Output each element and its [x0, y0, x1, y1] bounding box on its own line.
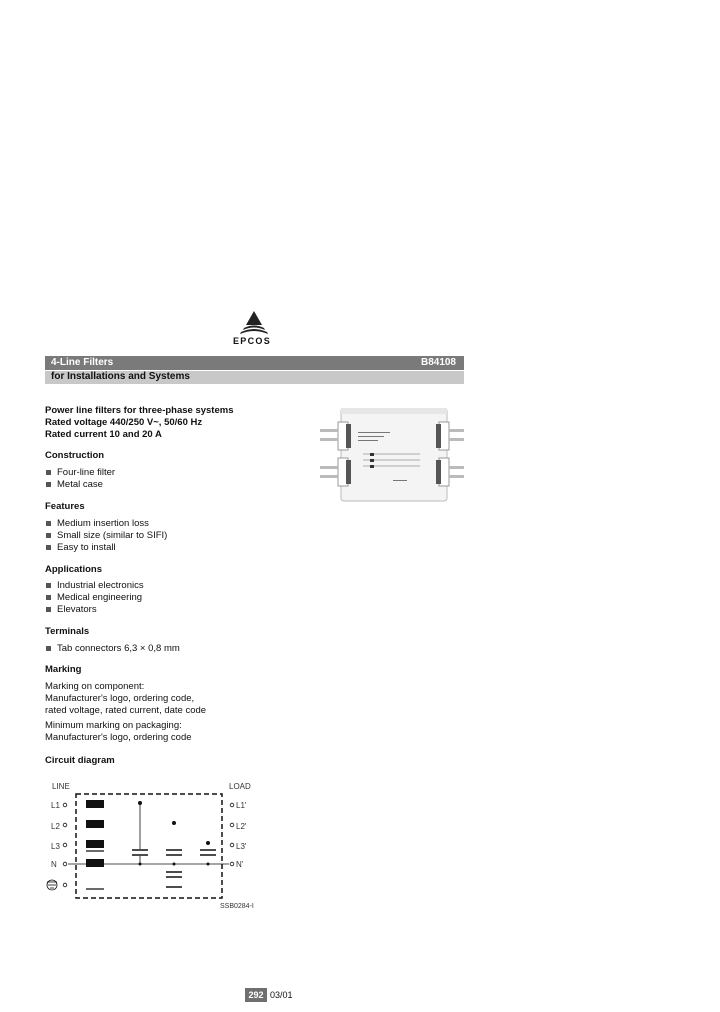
- output-label: N': [236, 860, 244, 869]
- bullet-icon: [46, 583, 51, 588]
- bullet-icon: [46, 607, 51, 612]
- marking-line: Manufacturer's logo, ordering code: [45, 732, 192, 743]
- marking-line: rated voltage, rated current, date code: [45, 705, 207, 716]
- input-label: L3: [51, 842, 60, 851]
- ground-icon: [47, 880, 57, 890]
- output-label: L2': [236, 822, 247, 831]
- page-subtitle: for Installations and Systems: [51, 371, 190, 382]
- line-label: LINE: [52, 782, 70, 791]
- bullet-icon: [46, 646, 51, 651]
- bullet-icon: [46, 470, 51, 475]
- input-label: N: [51, 860, 57, 869]
- load-label: LOAD: [229, 782, 251, 791]
- section-heading-features: Features: [45, 501, 85, 512]
- list-item: Medical engineering: [57, 592, 143, 603]
- intro-line: Rated current 10 and 20 A: [45, 429, 162, 440]
- input-label: L1: [51, 801, 60, 810]
- intro-line: Power line filters for three-phase systems: [45, 405, 234, 416]
- section-heading-applications: Applications: [45, 564, 103, 575]
- intro-line: Rated voltage 440/250 V~, 50/60 Hz: [45, 417, 203, 428]
- list-item: Industrial electronics: [57, 580, 144, 591]
- page-number: 292: [245, 988, 267, 1002]
- list-item: Small size (similar to SIFI): [57, 530, 168, 541]
- bullet-icon: [46, 595, 51, 600]
- section-heading-marking: Marking: [45, 664, 82, 675]
- list-item: Four-line filter: [57, 467, 116, 478]
- section-heading-construction: Construction: [45, 450, 105, 461]
- marking-line: Minimum marking on packaging:: [45, 720, 182, 731]
- list-item: Medium insertion loss: [57, 518, 149, 529]
- subtitle-bar: [45, 371, 464, 384]
- list-item: Easy to install: [57, 542, 116, 553]
- marking-line: Manufacturer's logo, ordering code,: [45, 693, 195, 704]
- filter-product-photo: [318, 408, 466, 504]
- product-code: B84108: [420, 357, 456, 368]
- input-label: L2: [51, 822, 60, 831]
- brand-name: EPCOS: [233, 336, 272, 346]
- marking-line: Marking on component:: [45, 681, 145, 692]
- section-heading-circuit: Circuit diagram: [45, 755, 115, 766]
- title-bar: [45, 356, 464, 370]
- diagram-code: SSB0284-I: [220, 903, 254, 910]
- bullet-icon: [46, 545, 51, 550]
- list-item: Metal case: [57, 479, 103, 490]
- bullet-icon: [46, 521, 51, 526]
- section-heading-terminals: Terminals: [45, 626, 90, 637]
- circuit-diagram: [38, 777, 278, 913]
- list-item: Tab connectors 6,3 × 0,8 mm: [57, 643, 180, 654]
- bullet-icon: [46, 533, 51, 538]
- list-item: Elevators: [57, 604, 97, 615]
- page-title: 4-Line Filters: [51, 357, 114, 368]
- bullet-icon: [46, 482, 51, 487]
- output-label: L1': [236, 801, 247, 810]
- output-label: L3': [236, 842, 247, 851]
- issue-date: 03/01: [270, 990, 293, 1000]
